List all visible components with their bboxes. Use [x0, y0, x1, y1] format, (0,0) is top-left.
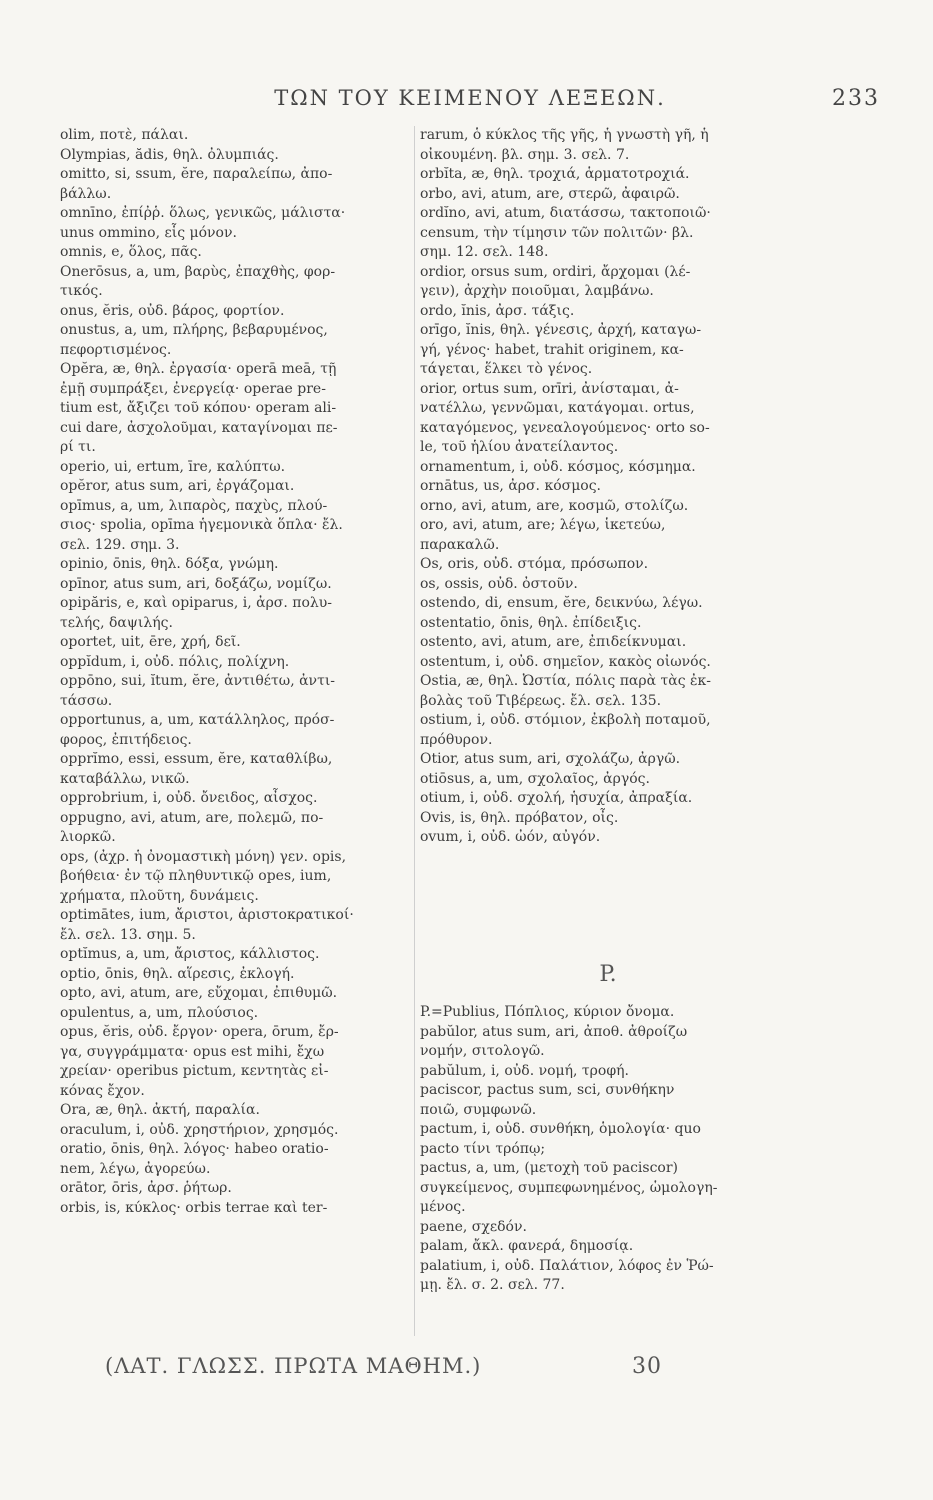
- dictionary-line: opprĭmo, essi, essum, ĕre, καταθλίβω,: [60, 751, 333, 767]
- dictionary-line: ποιῶ, συμφωνῶ.: [420, 1101, 537, 1118]
- dictionary-line: σιος· spolia, opīma ἡγεμονικὰ ὅπλα· ἔλ.: [60, 517, 343, 533]
- dictionary-line: Olympias, ădis, θηλ. ὀλυμπιάς.: [60, 146, 279, 163]
- dictionary-line: pactus, a, um, (μετοχὴ τοῦ paciscor): [420, 1160, 678, 1176]
- dictionary-line: pactum, i, οὐδ. συνθήκη, ὁμολογία· quo: [420, 1121, 701, 1137]
- dictionary-line: χρήματα, πλοῦτη, δυνάμεις.: [60, 887, 259, 904]
- dictionary-line: orbo, avi, atum, are, στερῶ, ἀφαιρῶ.: [420, 185, 680, 202]
- dictionary-line: ordior, orsus sum, ordiri, ἄρχομαι (λέ-: [420, 263, 691, 280]
- dictionary-line: τάσσω.: [60, 692, 113, 709]
- dictionary-line: orīgo, ĭnis, θηλ. γένεσις, ἀρχή, καταγω-: [420, 322, 702, 338]
- dictionary-line: ordĭno, avi, atum, διατάσσω, τακτοποιῶ·: [420, 205, 711, 221]
- running-head: [60, 86, 880, 116]
- dictionary-line: censum, τὴν τίμησιν τῶν πολιτῶν· βλ.: [420, 224, 694, 241]
- footer: [90, 1354, 790, 1384]
- dictionary-line: os, ossis, οὐδ. ὀστοῦν.: [420, 575, 578, 592]
- dictionary-line: opportunus, a, um, κατάλληλος, πρόσ-: [60, 712, 335, 728]
- dictionary-line: omnīno, ἐπίῤῥ. ὅλως, γενικῶς, μάλιστα·: [60, 205, 346, 221]
- dictionary-line: ἐμῇ συμπράξει, ἐνεργείᾳ· operae pre-: [60, 380, 326, 397]
- dictionary-line: ἔλ. σελ. 13. σημ. 5.: [60, 926, 196, 943]
- dictionary-line: νατέλλω, γεννῶμαι, κατάγομαι. ortus,: [420, 400, 695, 416]
- dictionary-line: optimātes, ium, ἄριστοι, ἀριστοκρατικοί·: [60, 907, 354, 923]
- dictionary-line: paciscor, pactus sum, sci, συνθήκην: [420, 1082, 675, 1098]
- dictionary-line: τικός.: [60, 283, 103, 299]
- dictionary-line: ρί τι.: [60, 439, 96, 455]
- dictionary-line: pabŭlor, atus sum, ari, ἀποθ. ἀθροίζω: [420, 1023, 688, 1040]
- dictionary-line: le, τοῦ ἡλίου ἀνατείλαντος.: [420, 439, 619, 455]
- dictionary-line: optio, ōnis, θηλ. αἵρεσις, ἐκλογή.: [60, 965, 295, 982]
- dictionary-line: καταγόμενος, γενεαλογούμενος· orto so-: [420, 419, 710, 436]
- dictionary-line: oppĭdum, i, οὐδ. πόλις, πολίχνη.: [60, 653, 290, 670]
- dictionary-line: τελής, δαψιλής.: [60, 614, 173, 631]
- dictionary-line: opulentus, a, um, πλούσιος.: [60, 1004, 259, 1021]
- dictionary-line: pabŭlum, i, οὐδ. νομή, τροφή.: [420, 1062, 629, 1079]
- dictionary-line: κόνας ἔχον.: [60, 1082, 145, 1099]
- dictionary-line: νομήν, σιτολογῶ.: [420, 1043, 545, 1059]
- dictionary-line: Os, oris, οὐδ. στόμα, πρόσωπον.: [420, 556, 649, 572]
- running-title: ΤΩΝ ΤΟΥ ΚΕΙΜΕΝΟΥ ΛΕΞΕΩΝ.: [274, 86, 666, 110]
- footer-text: (ΛΑΤ. ΓΛΩΣΣ. ΠΡΩΤΑ ΜΑΘΗΜ.): [105, 1354, 482, 1378]
- dictionary-line: unus ommino, εἷς μόνον.: [60, 224, 237, 241]
- dictionary-line: optĭmus, a, um, ἄριστος, κάλλιστος.: [60, 946, 320, 962]
- dictionary-line: oraculum, i, οὐδ. χρηστήριον, χρησμός.: [60, 1121, 339, 1138]
- signature-mark: 30: [632, 1354, 662, 1379]
- dictionary-line: orior, ortus sum, orīri, ἀνίσταμαι, ἀ-: [420, 380, 679, 397]
- dictionary-line: onustus, a, um, πλήρης, βεβαρυμένος,: [60, 322, 328, 338]
- dictionary-line: ostento, avi, atum, are, ἐπιδείκνυμαι.: [420, 634, 687, 650]
- dictionary-line: opipăris, e, καὶ opiparus, i, ἀρσ. πολυ-: [60, 595, 332, 611]
- dictionary-line: Opĕra, æ, θηλ. ἐργασία· operā meā, τῇ: [60, 361, 337, 377]
- left-column: [60, 126, 422, 1218]
- dictionary-line: σελ. 129. σημ. 3.: [60, 536, 180, 553]
- dictionary-line: ornamentum, i, οὐδ. κόσμος, κόσμημα.: [420, 458, 696, 475]
- dictionary-line: opīnor, atus sum, ari, δοξάζω, νομίζω.: [60, 575, 332, 592]
- dictionary-line: γα, συγγράμματα· opus est mihi, ἔχω: [60, 1043, 325, 1060]
- dictionary-line: omnis, e, ὅλος, πᾶς.: [60, 244, 202, 260]
- dictionary-line: ostentum, i, οὐδ. σημεῖον, κακὸς οἰωνός.: [420, 653, 711, 670]
- dictionary-line: otium, i, οὐδ. σχολή, ἡσυχία, ἀπραξία.: [420, 790, 693, 806]
- dictionary-line: Otior, atus sum, ari, σχολάζω, ἀργῶ.: [420, 751, 681, 767]
- dictionary-line: λιορκῶ.: [60, 829, 116, 845]
- dictionary-line: χρείαν· operibus pictum, κεντητὰς εἰ-: [60, 1063, 329, 1079]
- dictionary-line: opinio, ōnis, θηλ. δόξα, γνώμη.: [60, 556, 279, 572]
- dictionary-line: oro, avi, atum, are; λέγω, ἱκετεύω,: [420, 517, 666, 533]
- dictionary-line: Ovis, is, θηλ. πρόβατον, οἶς.: [420, 809, 619, 826]
- dictionary-line: cui dare, ἀσχολοῦμαι, καταγίνομαι πε-: [60, 419, 338, 436]
- dictionary-line: orbis, is, κύκλος· orbis terrae καὶ ter-: [60, 1199, 328, 1216]
- dictionary-line: μῃ. ἔλ. σ. 2. σελ. 77.: [420, 1277, 565, 1293]
- dictionary-line: P.=Publius, Πόπλιος, κύριον ὄνομα.: [420, 1004, 675, 1020]
- dictionary-line: γειν), ἀρχὴν ποιοῦμαι, λαμβάνω.: [420, 283, 654, 299]
- dictionary-line: paene, σχεδόν.: [420, 1218, 527, 1235]
- dictionary-line: Ostia, æ, θηλ. Ὠστία, πόλις παρὰ τὰς ἐκ-: [420, 673, 711, 689]
- dictionary-line: πεφορτισμένος.: [60, 341, 172, 358]
- dictionary-line: otiōsus, a, um, σχολαῖος, ἀργός.: [420, 770, 650, 787]
- dictionary-line: παρακαλῶ.: [420, 536, 500, 553]
- right-column-p-section: [420, 1003, 796, 1296]
- dictionary-line: συγκείμενος, συμπεφωνημένος, ὡμολογη-: [420, 1179, 718, 1196]
- dictionary-line: ornātus, us, ἀρσ. κόσμος.: [420, 478, 602, 494]
- dictionary-line: ostium, i, οὐδ. στόμιον, ἐκβολὴ ποταμοῦ,: [420, 712, 711, 728]
- dictionary-line: onus, ĕris, οὐδ. βάρος, φορτίον.: [60, 302, 285, 319]
- dictionary-line: γή, γένος· habet, trahit originem, κα-: [420, 341, 684, 358]
- dictionary-line: ovum, i, οὐδ. ὠόν, αὐγόν.: [420, 829, 601, 845]
- section-letter: P.: [599, 962, 617, 987]
- dictionary-line: opprobrium, i, οὐδ. ὄνειδος, αἶσχος.: [60, 790, 318, 806]
- dictionary-line: μένος.: [420, 1199, 466, 1215]
- dictionary-line: pacto τίνι τρόπῳ;: [420, 1140, 546, 1157]
- dictionary-line: opto, avi, atum, are, εὔχομαι, ἐπιθυμῶ.: [60, 985, 338, 1001]
- dictionary-line: οἰκουμένη. βλ. σημ. 3. σελ. 7.: [420, 146, 630, 163]
- dictionary-line: omitto, si, ssum, ĕre, παραλείπω, ἀπο-: [60, 166, 333, 182]
- dictionary-line: operio, ui, ertum, īre, καλύπτω.: [60, 458, 286, 475]
- dictionary-line: τάγεται, ἕλκει τὸ γένος.: [420, 361, 593, 377]
- dictionary-line: palatium, i, οὐδ. Παλάτιον, λόφος ἐν Ῥώ-: [420, 1257, 714, 1274]
- dictionary-line: oportet, uit, ēre, χρή, δεῖ.: [60, 634, 241, 650]
- dictionary-line: opīmus, a, um, λιπαρὸς, παχὺς, πλού-: [60, 497, 328, 514]
- dictionary-line: tium est, ἄξιζει τοῦ κόπου· operam ali-: [60, 400, 337, 416]
- dictionary-line: olim, ποτὲ, πάλαι.: [60, 127, 189, 143]
- dictionary-line: Ora, æ, θηλ. ἀκτή, παραλία.: [60, 1102, 260, 1118]
- dictionary-line: palam, ἄκλ. φανερά, δημοσίᾳ.: [420, 1238, 634, 1254]
- dictionary-line: oppugno, avi, atum, are, πολεμῶ, πο-: [60, 809, 324, 826]
- dictionary-line: oratio, ōnis, θηλ. λόγος· habeo oratio-: [60, 1141, 329, 1157]
- dictionary-line: orbĭta, æ, θηλ. τροχιά, ἁρματοτροχιά.: [420, 166, 690, 182]
- dictionary-line: Onerōsus, a, um, βαρὺς, ἐπαχθὴς, φορ-: [60, 263, 336, 280]
- page-number: 233: [832, 86, 880, 111]
- column-divider: [414, 126, 415, 1336]
- dictionary-line: orno, avi, atum, are, κοσμῶ, στολίζω.: [420, 497, 689, 514]
- dictionary-line: oppōno, sui, ĭtum, ĕre, ἀντιθέτω, ἀντι-: [60, 673, 336, 689]
- dictionary-line: φορος, ἐπιτήδειος.: [60, 731, 192, 748]
- dictionary-line: σημ. 12. σελ. 148.: [420, 244, 549, 260]
- dictionary-line: βοήθεια· ἐν τῷ πληθυντικῷ opes, ium,: [60, 868, 332, 884]
- right-column: [420, 126, 796, 848]
- dictionary-line: βάλλω.: [60, 185, 112, 202]
- dictionary-line: ops, (ἀχρ. ἡ ὀνομαστικὴ μόνη) γεν. opis,: [60, 848, 347, 865]
- dictionary-line: ostentatio, ōnis, θηλ. ἐπίδειξις.: [420, 614, 642, 631]
- dictionary-line: ordo, ĭnis, ἀρσ. τάξις.: [420, 302, 575, 319]
- dictionary-line: nem, λέγω, ἀγορεύω.: [60, 1160, 211, 1177]
- dictionary-line: opĕror, atus sum, ari, ἐργάζομαι.: [60, 478, 295, 494]
- dictionary-line: opus, ĕris, οὐδ. ἔργον· opera, ōrum, ἔρ-: [60, 1024, 339, 1040]
- dictionary-line: καταβάλλω, νικῶ.: [60, 770, 190, 787]
- dictionary-line: orātor, ōris, ἀρσ. ῥήτωρ.: [60, 1180, 232, 1196]
- dictionary-line: πρόθυρον.: [420, 731, 493, 748]
- dictionary-line: βολὰς τοῦ Τιβέρεως. ἔλ. σελ. 135.: [420, 692, 662, 709]
- dictionary-line: ostendo, di, ensum, ĕre, δεικνύω, λέγω.: [420, 595, 703, 611]
- dictionary-line: rarum, ὁ κύκλος τῆς γῆς, ἡ γνωστὴ γῆ, ἡ: [420, 127, 709, 143]
